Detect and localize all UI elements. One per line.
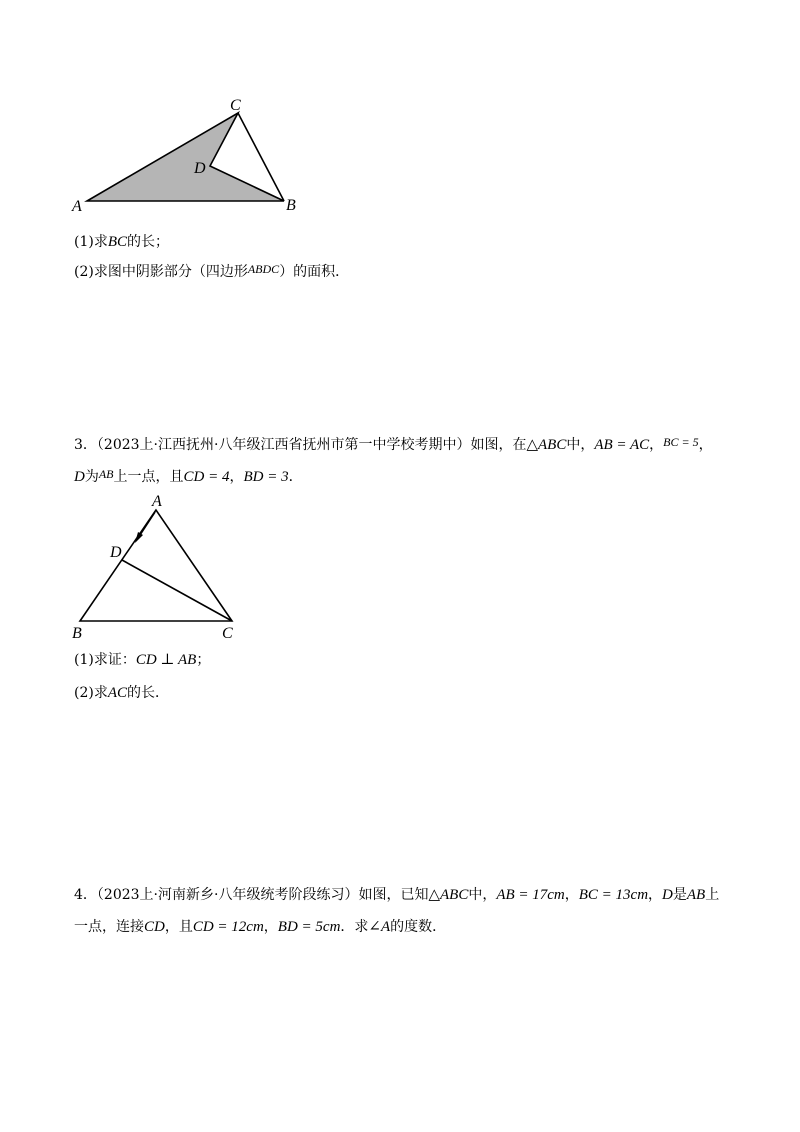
q-text: (1)求 xyxy=(74,234,108,250)
segment-cd xyxy=(122,560,232,621)
label-a: A xyxy=(72,198,82,215)
math-bc: BC xyxy=(107,234,128,250)
problem2-question1 xyxy=(74,232,169,252)
problem-source: （2023上·河南新乡·八年级统考阶段练习）如图，已知 xyxy=(96,887,429,903)
q-text: (2)求图中阴影部分（四边形 xyxy=(74,264,248,280)
math-d: D xyxy=(74,469,85,485)
text: 是 xyxy=(672,887,687,903)
label-d: D xyxy=(194,160,206,177)
text: ，且 xyxy=(164,919,193,935)
math-abdc: ABDC xyxy=(247,262,280,276)
text: ， xyxy=(698,437,713,453)
problem-number: 4． xyxy=(74,887,97,903)
math-cd-perp-ab: CD ⊥ AB xyxy=(135,652,197,668)
math-bc-13: BC = 13cm xyxy=(578,887,649,903)
problem2-question2 xyxy=(74,262,349,282)
math-cd-eq-4: CD = 4 xyxy=(183,469,230,485)
text: 上一点，且 xyxy=(113,469,184,485)
text: ， xyxy=(649,437,664,453)
math-ab-eq-ac: AB = AC xyxy=(594,437,650,453)
math-cd-12: CD = 12cm xyxy=(192,919,264,935)
math-bc-eq-5: BC = 5 xyxy=(663,435,699,449)
problem3-statement-line2 xyxy=(74,467,303,487)
text: 中， xyxy=(468,887,497,903)
math-ab: AB xyxy=(686,887,706,903)
math-bd-5: BD = 5cm xyxy=(277,919,341,935)
math-ab-17: AB = 17cm xyxy=(496,887,565,903)
text: ．求 xyxy=(340,919,369,935)
label-b: B xyxy=(72,625,82,640)
text: ， xyxy=(263,919,278,935)
triangle-abc xyxy=(80,510,232,621)
label-c: C xyxy=(230,97,241,114)
math-bd-eq-3: BD = 3 xyxy=(243,469,289,485)
problem3-question2 xyxy=(74,683,169,703)
math-cd: CD xyxy=(144,919,165,935)
math-angle-a: ∠A xyxy=(368,919,391,935)
text: 的度数． xyxy=(390,919,447,935)
text: 上 xyxy=(705,887,720,903)
q-text: (2)求 xyxy=(74,685,108,701)
problem3-question1 xyxy=(74,650,210,670)
label-c: C xyxy=(222,625,233,640)
problem-number: 3． xyxy=(74,437,97,453)
label-d: D xyxy=(110,544,122,561)
math-triangle: △ABC xyxy=(428,887,469,903)
label-b: B xyxy=(286,197,296,214)
problem-source: （2023上·江西抚州·八年级江西省抚州市第一中学校考期中）如图，在 xyxy=(96,437,527,453)
q-text: ）的面积． xyxy=(279,264,350,280)
math-ac: AC xyxy=(107,685,128,701)
math-triangle: △ABC xyxy=(526,437,567,453)
q-text: (1)求证： xyxy=(74,652,136,668)
math-d: D xyxy=(662,887,673,903)
q-text: 的长． xyxy=(127,685,170,701)
text: ， xyxy=(564,887,579,903)
shaded-region xyxy=(87,113,284,201)
text: 中， xyxy=(566,437,595,453)
figure-quadrilateral-abdc xyxy=(60,90,320,220)
text: ． xyxy=(288,469,303,485)
text: 一点，连接 xyxy=(74,919,144,935)
text: ， xyxy=(229,469,244,485)
q-text: ； xyxy=(196,652,211,668)
text: 为 xyxy=(84,469,99,485)
math-ab: AB xyxy=(98,467,114,481)
figure-triangle-abc xyxy=(64,490,254,640)
problem4-statement-line2 xyxy=(74,917,446,937)
label-a: A xyxy=(152,493,162,510)
text: ， xyxy=(648,887,663,903)
q-text: 的长； xyxy=(127,234,170,250)
problem3-statement-line1 xyxy=(74,435,713,455)
problem4-statement-line1 xyxy=(74,885,719,905)
